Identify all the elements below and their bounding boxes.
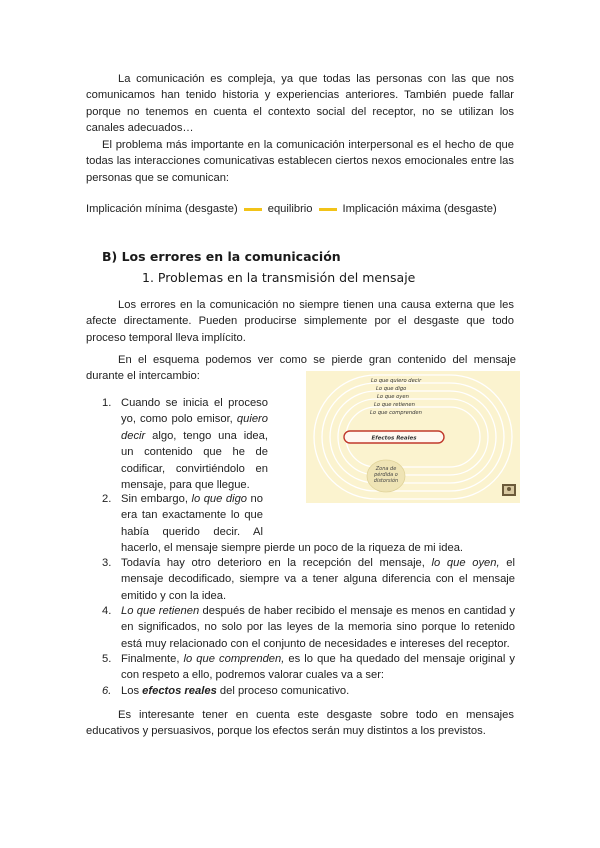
list-number: 4. xyxy=(102,605,112,617)
paragraph-schema: En el esquema podemos ver como se pierde gran contenido del mensaje durante el intercambio: xyxy=(86,354,516,383)
scale-min-label: Implicación mínima (desgaste) xyxy=(86,203,238,215)
list-text: Lo que retienen después de haber recibido el mensaje es menos en cantidad y en significados, no solo por las leyes de la memoria sino porque lo retenido está muy relacionado con el conjunto de necesidades e intereses del receptor. xyxy=(121,605,515,650)
list-number: 1. xyxy=(102,397,112,409)
paragraph-main-problem: El problema más importante en la comunicación interpersonal es el hecho de que todas las interacciones comunicativas establecen ciertos nexos emocionales entre las personas que se comunican: xyxy=(86,139,514,184)
ring-label-1: Lo que quiero decir xyxy=(371,378,422,384)
loss-zone-label: Zona de pérdida o distorsión xyxy=(373,466,399,484)
paragraph-conclusion: Es interesante tener en cuenta este desgaste sobre todo en mensajes educativos y persuasivos, porque los efectos serán muy distintos a los previstos. xyxy=(86,709,514,738)
ring-label-2: Lo que digo xyxy=(376,386,407,392)
ring-label-4: Lo que retienen xyxy=(374,402,415,408)
list-number: 5. xyxy=(102,653,112,665)
list-text: Cuando se inicia el proceso yo, como polo emisor, quiero decir algo, tengo una idea, un contenido que he de codificar, convirtiéndolo en mensaje, para que llegue. xyxy=(121,397,268,492)
implication-scale xyxy=(86,201,526,217)
scale-max-label: Implicación máxima (desgaste) xyxy=(342,203,497,215)
list-number: 3. xyxy=(102,557,112,569)
paragraph-complexity: La comunicación es compleja, ya que todas las personas con las que nos comunicamos han tenido historia y experiencias anteriores. También puede fallar porque no tenemos en cuenta el contexto social del receptor, no se utilizan los canales adecuados… xyxy=(86,73,514,135)
message-loss-diagram xyxy=(306,371,520,503)
scale-line-left xyxy=(244,208,262,211)
list-number: 6. xyxy=(102,685,112,697)
scale-line-right xyxy=(319,208,337,211)
ring-label-5: Lo que comprenden xyxy=(370,410,422,416)
subsection-heading: 1. Problemas en la transmisión del mensaje xyxy=(142,270,416,285)
list-number: 2. xyxy=(102,493,112,505)
diagram-svg xyxy=(306,371,520,503)
paragraph-errors: Los errores en la comunicación no siempre tienen una causa externa que les afecte directamente. Pueden producirse simplemente por el desgaste que todo proceso temporal lleva implícito. xyxy=(86,299,514,344)
ring-label-3: Lo que oyen xyxy=(377,394,409,400)
list-text: Sin embargo, lo que digo no era tan exactamente lo que había querido decir. Al hacerlo, el mensaje siempre pierde un poco de la riqueza de mi idea. xyxy=(121,493,464,555)
list-text: Finalmente, lo que comprenden, es lo que ha quedado del mensaje original y con respeto a ello, podremos valorar cuales va a ser: xyxy=(121,653,516,682)
scale-mid-label: equilibrio xyxy=(267,203,313,215)
list-text: Todavía hay otro deterioro en la recepción del mensaje, lo que oyen, el mensaje decodificado, siempre va a tener alguna diferencia con el mensaje emitido y con la idea. xyxy=(121,557,515,602)
list-text: Los efectos reales del proceso comunicativo. xyxy=(121,685,350,697)
section-heading: B) Los errores en la comunicación xyxy=(102,249,341,264)
core-label: Efectos Reales xyxy=(371,435,417,442)
